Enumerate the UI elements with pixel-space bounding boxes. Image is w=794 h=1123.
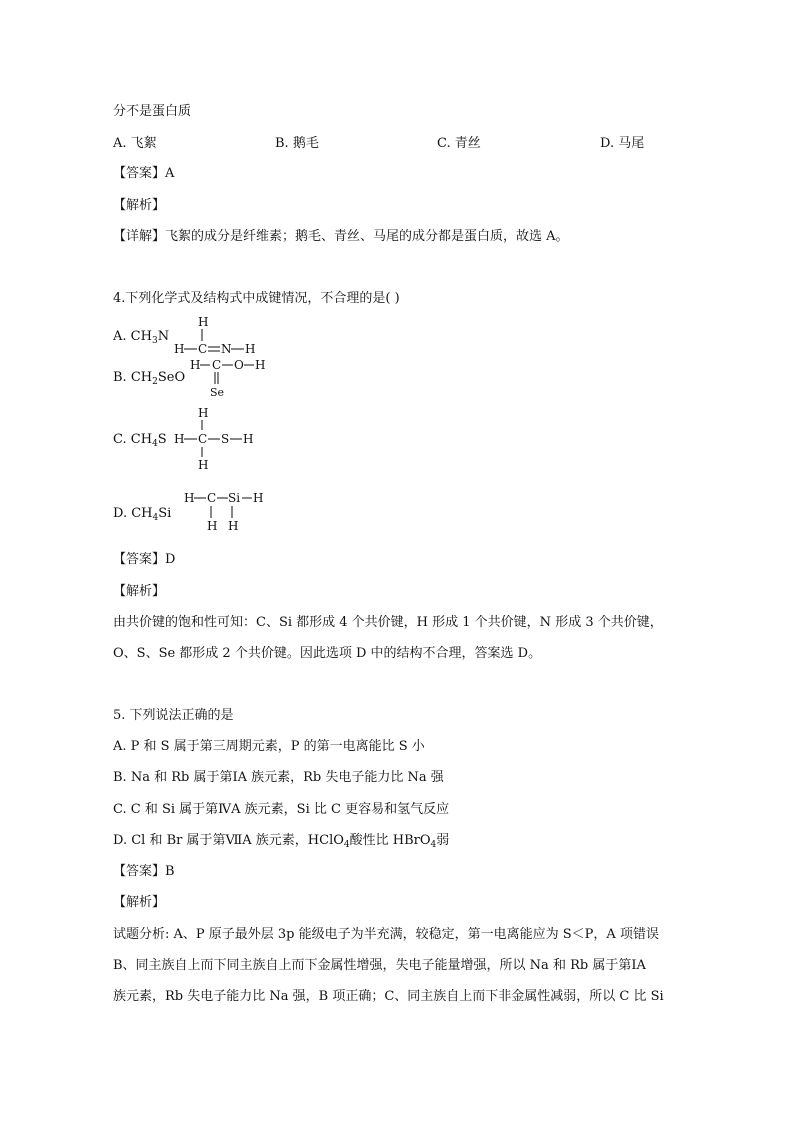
q5-answer: 【答案】B — [113, 864, 175, 879]
q4-option-d-label: D. $CH_4Si$ — [113, 506, 172, 523]
atom-h: H — [255, 358, 266, 372]
atom-c: C — [198, 342, 208, 356]
q3-option-b: B. 鹅毛 — [275, 136, 319, 151]
atom-s: S — [221, 432, 230, 446]
atom-c: C — [207, 491, 217, 505]
atom-h: H — [198, 406, 209, 420]
q5-option-b: B. Na 和 Rb 属于第ⅠA 族元素，Rb 失电子能力比 Na 强 — [113, 770, 444, 785]
q4-answer: 【答案】D — [113, 552, 176, 567]
q4-option-c-label: C. $CH_4S$ — [113, 432, 167, 449]
atom-c: C — [212, 358, 222, 372]
atom-h: H — [184, 491, 195, 505]
structure-b — [170, 356, 280, 400]
atom-h: H — [198, 458, 209, 471]
q5-option-d: D. Cl 和 Br 属于第ⅦA 族元素，HClO$_4$酸性比 HBrO$_4$弱 — [113, 833, 450, 850]
q4-analysis-line2: O、S、Se 都形成 2 个共价键。因此选项 D 中的结构不合理，答案选 D。 — [113, 646, 542, 661]
q4-analysis-label: 【解析】 — [113, 584, 166, 599]
structure-d — [180, 488, 280, 534]
q3-option-c: C. 青丝 — [437, 136, 481, 151]
atom-h: H — [207, 519, 218, 533]
q5-option-c: C. C 和 Si 属于第ⅣA 族元素，Si 比 C 更容易和氢气反应 — [113, 802, 450, 817]
atom-h: H — [253, 491, 264, 505]
q4-option-a-label: A. $CH_3N$ — [113, 329, 170, 346]
q4-stem: 4.下列化学式及结构式中成键情况，不合理的是( ) — [113, 291, 400, 306]
q5-analysis-label: 【解析】 — [113, 895, 166, 910]
q3-option-d: D. 马尾 — [600, 136, 645, 151]
q3-option-a: A. 飞絮 — [113, 136, 157, 151]
q4-analysis-line1: 由共价键的饱和性可知：C、Si 都形成 4 个共价键，H 形成 1 个共价键，N 形成 3 个共价键， — [113, 615, 663, 630]
atom-o: O — [234, 358, 244, 372]
q5-analysis-line3: 族元素，Rb 失电子能力比 Na 强，B 项正确；C、同主族自上而下非金属性减弱，所以 C 比 Si — [113, 989, 664, 1004]
q3-answer: 【答案】A — [113, 166, 175, 181]
atom-h: H — [198, 315, 209, 329]
atom-h: H — [243, 432, 254, 446]
atom-h: H — [245, 342, 256, 356]
structure-a — [170, 314, 280, 358]
atom-h: H — [174, 342, 185, 356]
q5-option-a: A. P 和 S 属于第三周期元素，P 的第一电离能比 S 小 — [113, 739, 425, 754]
atom-si: Si — [228, 491, 241, 505]
q5-analysis-line2: B、同主族自上而下同主族自上而下金属性增强，失电子能量增强，所以 Na 和 Rb 属于第ⅠA — [113, 958, 646, 973]
atom-h: H — [190, 358, 201, 372]
atom-n: N — [221, 342, 232, 356]
q5-stem: 5. 下列说法正确的是 — [113, 708, 234, 723]
q3-detail: 【详解】飞絮的成分是纤维素；鹅毛、青丝、马尾的成分都是蛋白质，故选 A。 — [113, 229, 569, 244]
atom-h: H — [228, 519, 239, 533]
q5-analysis-line1: 试题分析: A、P 原子最外层 3p 能级电子为半充满，较稳定，第一电离能应为 S＜P，A 项错误 — [113, 927, 659, 942]
atom-h: H — [174, 432, 185, 446]
q4-option-b-label: B. $CH_2SeO$ — [113, 370, 186, 387]
q3-analysis-label: 【解析】 — [113, 198, 166, 213]
structure-c — [170, 405, 270, 471]
atom-c: C — [198, 432, 208, 446]
intro-text: 分不是蛋白质 — [113, 104, 192, 119]
atom-se: Se — [210, 386, 225, 399]
